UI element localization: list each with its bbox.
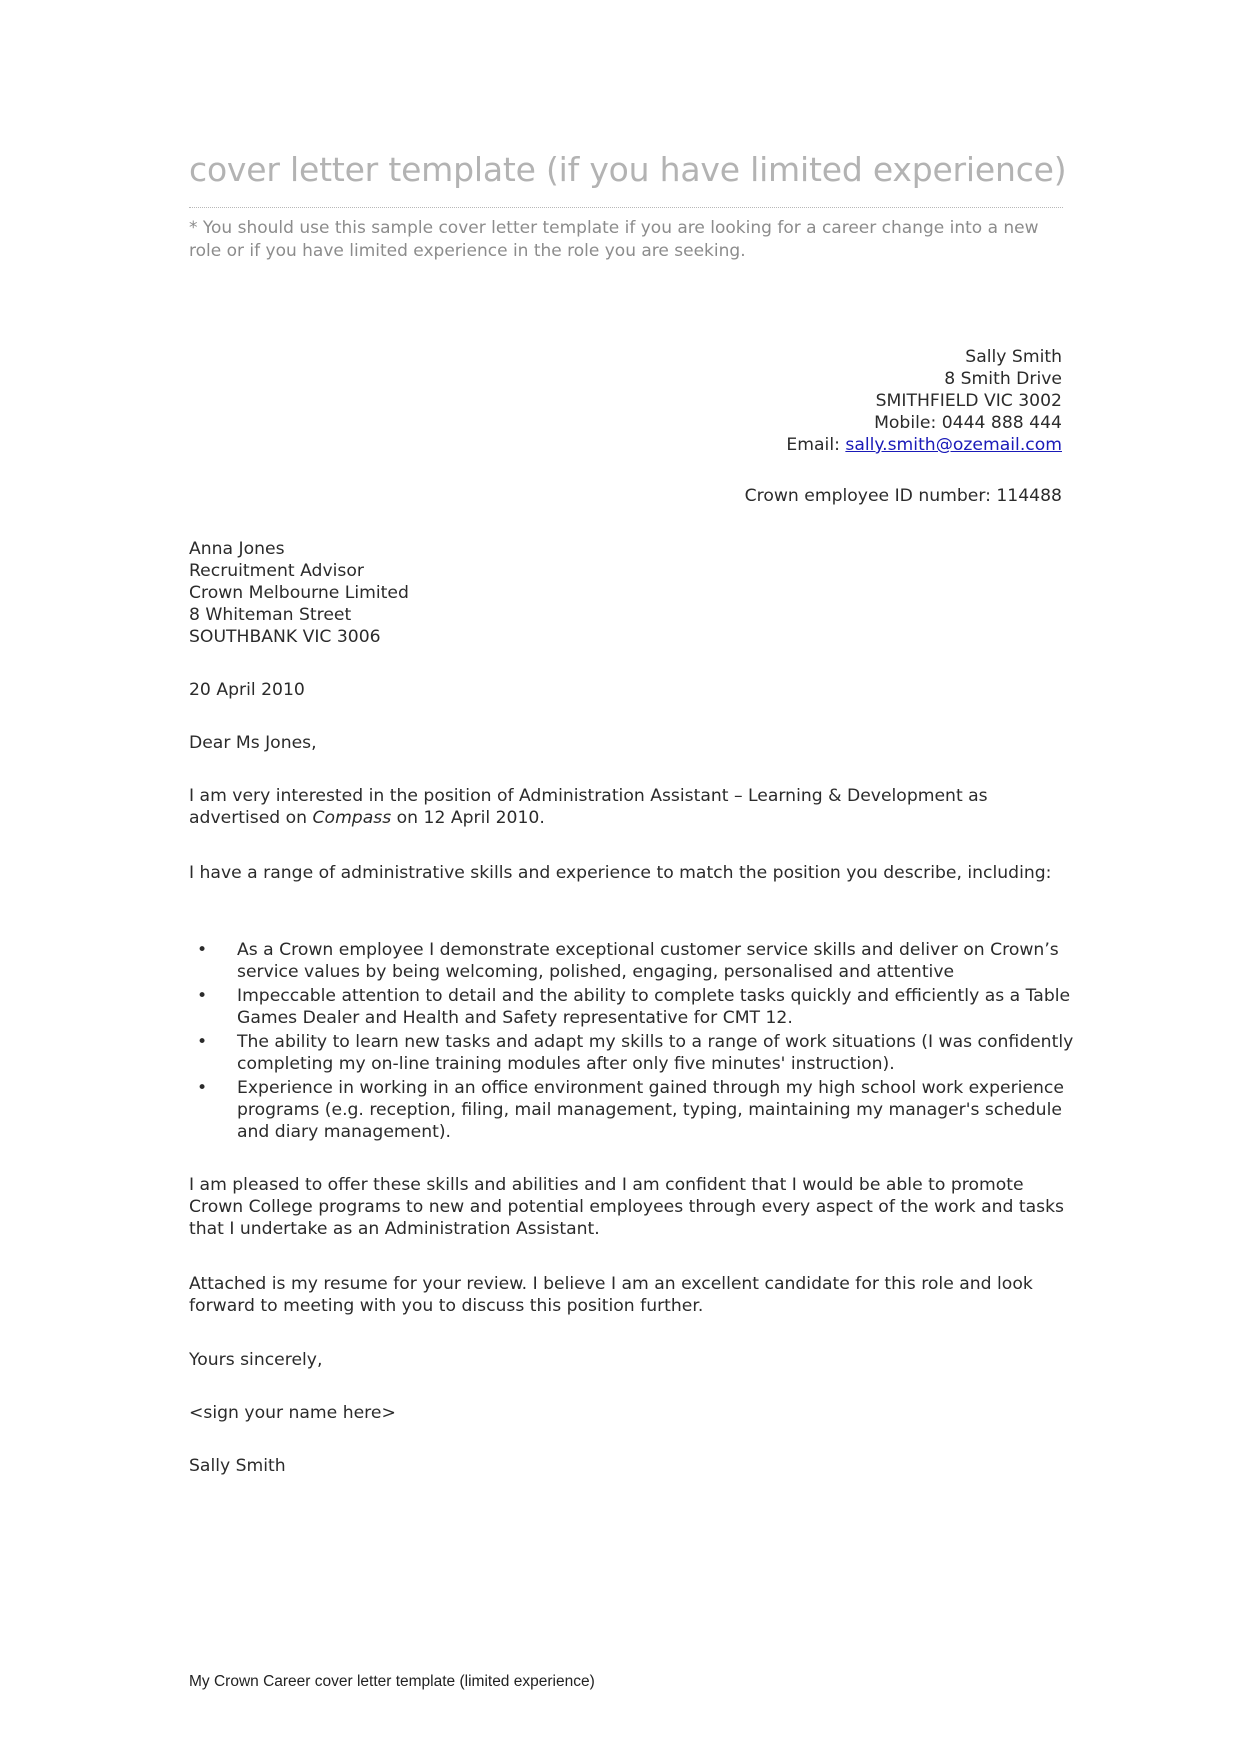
list-item [189, 1031, 1074, 1075]
bullet-icon: • [197, 940, 208, 960]
paragraph-offer: I am pleased to offer these skills and abilities and I am confident that I would be able to promote Crown College programs to new and potential employees through every aspect of the work and tasks that I undertake as an Administration Assistant. [189, 1175, 1065, 1239]
employee-id: Crown employee ID number: 114488 [744, 486, 1062, 506]
bullet-icon: • [197, 986, 208, 1006]
list-item-text: As a Crown employee I demonstrate exceptional customer service skills and deliver on Crown’s service values by being welcoming, polished, engaging, personalised and attentive [237, 940, 1059, 982]
recipient-suburb: SOUTHBANK VIC 3006 [189, 627, 381, 647]
signoff-name: Sally Smith [189, 1456, 286, 1476]
skills-list [189, 939, 1074, 1145]
recipient-title: Recruitment Advisor [189, 561, 364, 581]
sender-email-line [786, 434, 1062, 456]
list-item [189, 985, 1074, 1029]
closing: Yours sincerely, [189, 1350, 323, 1370]
page-title: cover letter template (if you have limited experience) [189, 150, 1067, 189]
email-link[interactable]: sally.smith@ozemail.com [845, 435, 1062, 455]
list-item [189, 939, 1074, 983]
list-item [189, 1077, 1074, 1143]
sender-street: 8 Smith Drive [944, 369, 1062, 389]
sender-mobile: Mobile: 0444 888 444 [874, 413, 1062, 433]
sender-address-block [786, 346, 1062, 456]
intro-text-end: on 12 April 2010. [391, 808, 545, 828]
list-item-text: Impeccable attention to detail and the ability to complete tasks quickly and efficiently as a Table Games Dealer and Health and Safety representative for CMT 12. [237, 986, 1071, 1028]
page-footer: My Crown Career cover letter template (limited experience) [189, 1673, 595, 1690]
bullet-icon: • [197, 1032, 208, 1052]
signature-placeholder: <sign your name here> [189, 1403, 396, 1423]
paragraph-resume: Attached is my resume for your review. I believe I am an excellent candidate for this role and look forward to meeting with you to discuss this position further. [189, 1274, 1033, 1316]
bullet-icon: • [197, 1078, 208, 1098]
list-item-text: The ability to learn new tasks and adapt my skills to a range of work situations (I was confidently completing my on-line training modules after only five minutes' instruction). [237, 1032, 1074, 1074]
recipient-street: 8 Whiteman Street [189, 605, 352, 625]
sender-suburb: SMITHFIELD VIC 3002 [875, 391, 1062, 411]
recipient-name: Anna Jones [189, 539, 285, 559]
list-item-text: Experience in working in an office environment gained through my high school work experience programs (e.g. reception, filing, mail management, typing, maintaining my manager's schedule and diary management). [237, 1078, 1064, 1142]
letter-date: 20 April 2010 [189, 680, 305, 700]
sender-name: Sally Smith [965, 347, 1062, 367]
title-divider [189, 207, 1063, 208]
salutation: Dear Ms Jones, [189, 733, 317, 753]
intro-text: I am very interested in the position of Administration Assistant – Learning & Development as advertised on [189, 786, 988, 828]
template-note: * You should use this sample cover letter template if you are looking for a career change into a new role or if you have limited experience in the role you are seeking. [189, 218, 1039, 261]
recipient-company: Crown Melbourne Limited [189, 583, 409, 603]
publication-name: Compass [312, 808, 392, 828]
email-label: Email: [786, 435, 846, 455]
recipient-address-block [189, 538, 409, 648]
paragraph-intro [189, 785, 1069, 829]
paragraph-skills-intro: I have a range of administrative skills and experience to match the position you describe, including: [189, 863, 1052, 883]
